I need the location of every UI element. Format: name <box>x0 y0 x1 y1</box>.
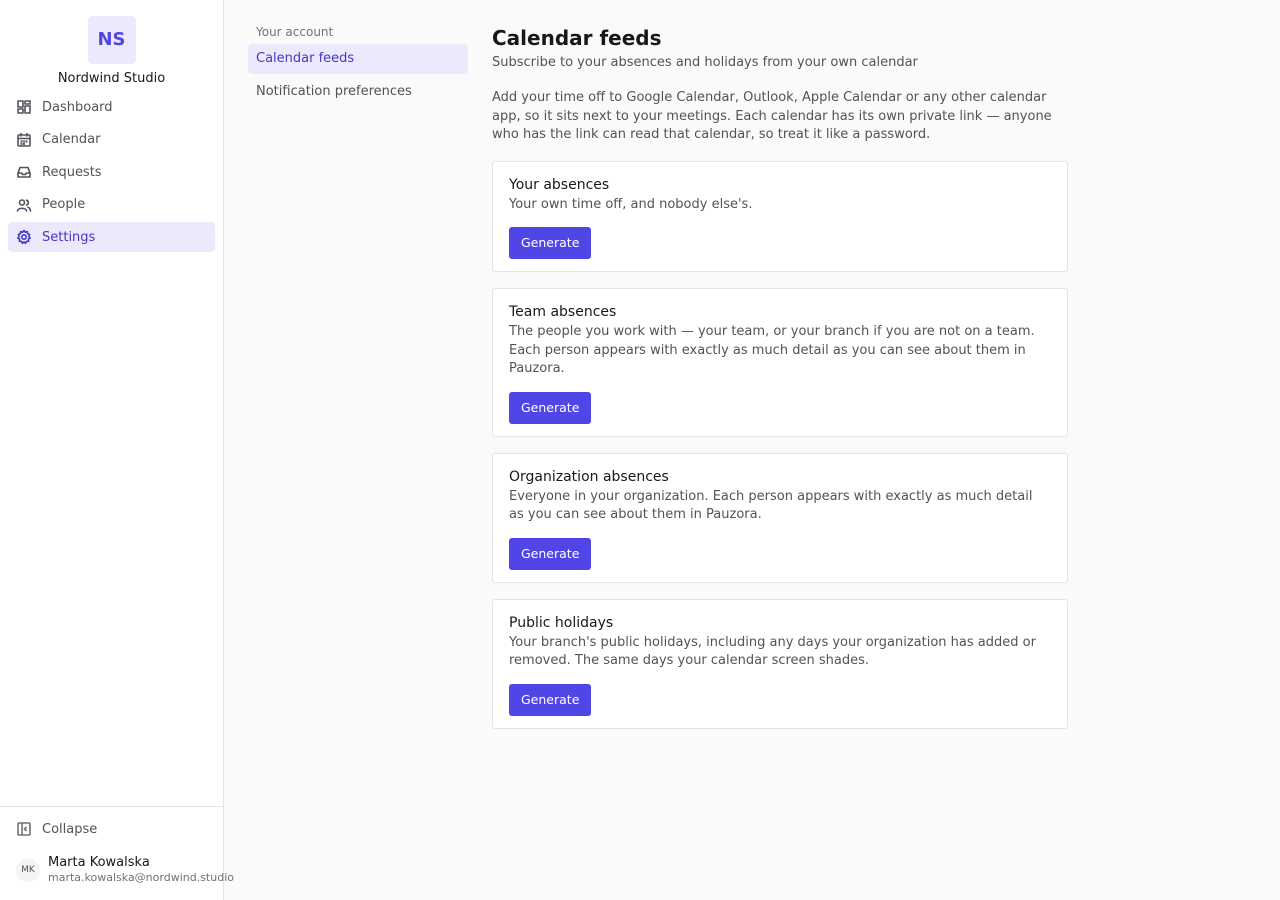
dashboard-icon <box>16 99 32 115</box>
feed-description: Your own time off, and nobody else's. <box>509 196 753 212</box>
generate-button[interactable]: Generate <box>509 227 591 259</box>
sidebar <box>0 0 234 900</box>
sidebar-item-requests[interactable] <box>8 157 215 187</box>
feed-card-public-holidays <box>492 599 1068 729</box>
feed-title: Team absences <box>509 304 617 320</box>
sidebar-item-calendar[interactable] <box>8 125 215 155</box>
sidebar-item-dashboard[interactable] <box>8 92 215 122</box>
collapse-button[interactable] <box>16 821 97 837</box>
generate-button[interactable]: Generate <box>509 538 591 570</box>
settings-subnav <box>248 24 468 110</box>
feed-description: Your branch's public holidays, including any days your organization has added or removed. The same days your calendar screen shades. <box>509 634 1036 668</box>
main-content <box>492 24 1068 729</box>
subnav-item-notification-preferences[interactable]: Notification preferences <box>256 84 412 99</box>
feed-card-team-absences <box>492 288 1068 437</box>
generate-button[interactable]: Generate <box>509 684 591 716</box>
subnav-item-calendar-feeds[interactable]: Calendar feeds <box>248 44 468 74</box>
user-name: Marta Kowalska <box>48 855 150 870</box>
generate-button[interactable]: Generate <box>509 392 591 424</box>
feed-card-organization-absences <box>492 453 1068 583</box>
avatar: MK <box>16 858 40 882</box>
calendar-icon <box>16 132 32 148</box>
page-intro: Add your time off to Google Calendar, Outlook, Apple Calendar or any other calendar app, so it sits next to your meetings. Each calendar has its own private link — anyone who has the link can read that calendar, so treat it like a password. <box>492 90 1052 142</box>
page-subtitle: Subscribe to your absences and holidays from your own calendar <box>492 55 918 70</box>
user-menu[interactable] <box>16 855 234 885</box>
feed-title: Organization absences <box>509 468 669 485</box>
feed-description: The people you work with — your team, or your branch if you are not on a team. Each person appears with exactly as much detail as you can see about them in Pauzora. <box>509 324 1035 376</box>
sidebar-item-settings[interactable] <box>8 222 215 252</box>
inbox-icon <box>16 164 32 180</box>
org-name: Nordwind Studio <box>57 71 166 86</box>
org-logo[interactable]: NS <box>88 16 136 64</box>
feed-description: Everyone in your organization. Each person appears with exactly as much detail as you can see about them in Pauzora. <box>509 488 1033 522</box>
feed-title: Your absences <box>509 176 610 193</box>
sidebar-item-label: Settings <box>42 229 96 245</box>
feed-title: Public holidays <box>509 614 614 631</box>
sidebar-item-label: People <box>42 197 86 212</box>
sidebar-item-label: Dashboard <box>42 99 113 115</box>
sidebar-collapse-icon <box>16 821 32 837</box>
main-nav <box>8 92 215 255</box>
subnav-heading: Your account <box>256 25 334 39</box>
sidebar-item-label: Calendar <box>42 132 101 147</box>
sidebar-item-label: Requests <box>42 164 102 180</box>
people-icon <box>16 197 32 213</box>
feed-card-your-absences <box>492 161 1068 273</box>
collapse-label: Collapse <box>42 821 98 837</box>
org-header <box>0 16 223 86</box>
sidebar-item-people[interactable] <box>8 190 215 220</box>
page-title: Calendar feeds <box>492 26 662 50</box>
gear-icon <box>16 229 32 245</box>
sidebar-footer <box>0 806 234 900</box>
user-email: marta.kowalska@nordwind.studio <box>48 871 234 884</box>
